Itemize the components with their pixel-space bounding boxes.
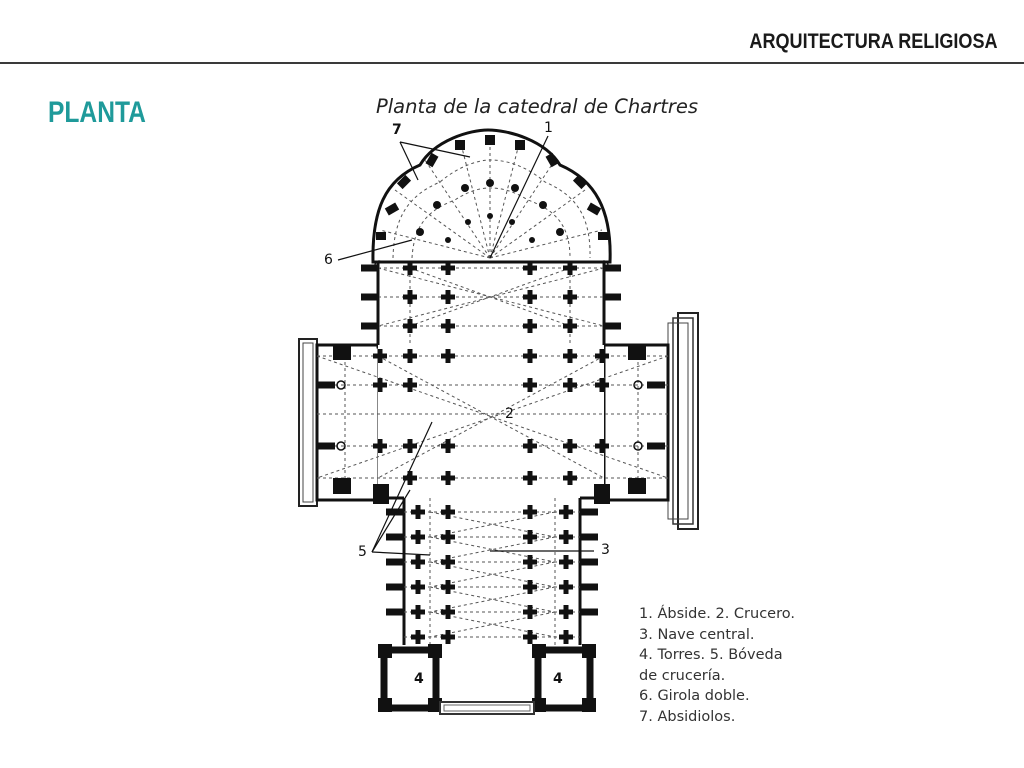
section-title: PLANTA: [48, 96, 146, 129]
apse: [373, 130, 610, 269]
transept-south: [604, 313, 698, 529]
plan-title: Planta de la catedral de Chartres: [376, 95, 699, 118]
legend: [639, 604, 795, 727]
callout-1: 1: [544, 120, 553, 136]
legend-line: 6. Girola doble.: [639, 688, 750, 704]
callout-3: 3: [601, 542, 610, 558]
header-title: ARQUITECTURA RELIGIOSA: [749, 30, 998, 53]
legend-line: de crucería.: [639, 667, 726, 684]
legend-line: 3. Nave central.: [639, 626, 755, 643]
callout-2: 2: [505, 406, 514, 422]
legend-line: 1. Ábside. 2. Crucero.: [639, 606, 795, 622]
callout-4-left: 4: [414, 671, 424, 687]
callout-5: 5: [358, 544, 367, 560]
callout-7: 7: [392, 122, 402, 138]
legend-line: 7. Absidiolos.: [639, 708, 736, 725]
legend-line: 4. Torres. 5. Bóveda: [639, 647, 783, 663]
callout-6: 6: [324, 252, 333, 268]
callout-4-right: 4: [553, 671, 563, 687]
